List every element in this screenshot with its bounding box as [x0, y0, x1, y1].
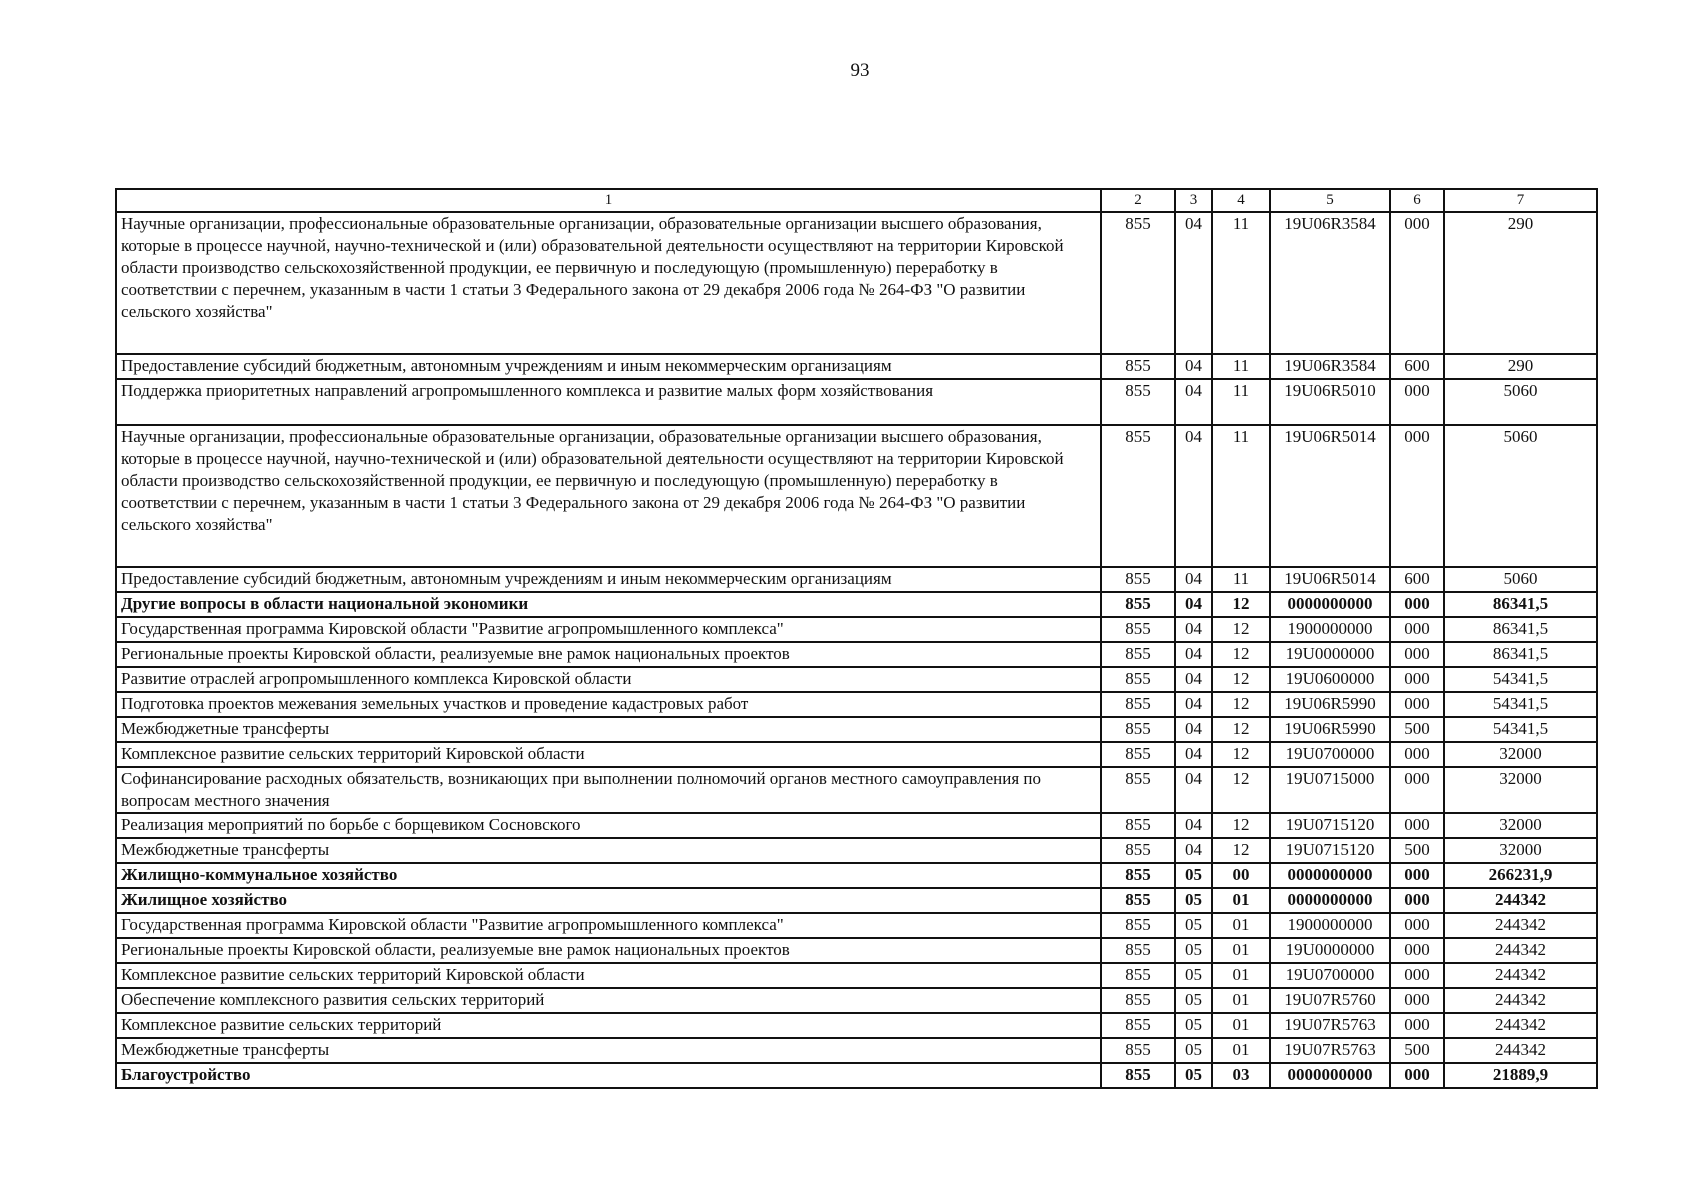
- ministry-code-cell: 855: [1101, 1063, 1175, 1088]
- expense-name-cell: Предоставление субсидий бюджетным, автономным учреждениям и иным некоммерческим организациям: [116, 567, 1101, 592]
- target-article-cell: 19U0700000: [1270, 742, 1390, 767]
- target-article-cell: 0000000000: [1270, 1063, 1390, 1088]
- amount-cell: 244342: [1444, 888, 1597, 913]
- expense-type-cell: 500: [1390, 717, 1444, 742]
- expense-name-cell: Региональные проекты Кировской области, реализуемые вне рамок национальных проектов: [116, 938, 1101, 963]
- target-article-cell: 19U0715120: [1270, 813, 1390, 838]
- ministry-code-cell: 855: [1101, 742, 1175, 767]
- expense-type-cell: 000: [1390, 642, 1444, 667]
- amount-cell: 290: [1444, 212, 1597, 354]
- section-code-cell: 05: [1175, 863, 1212, 888]
- expense-type-cell: 600: [1390, 354, 1444, 379]
- amount-cell: 54341,5: [1444, 717, 1597, 742]
- expense-type-cell: 000: [1390, 963, 1444, 988]
- amount-cell: 290: [1444, 354, 1597, 379]
- target-article-cell: 19U0715000: [1270, 767, 1390, 813]
- ministry-code-cell: 855: [1101, 354, 1175, 379]
- expense-type-cell: 000: [1390, 592, 1444, 617]
- ministry-code-cell: 855: [1101, 1038, 1175, 1063]
- subsection-code-cell: 01: [1212, 913, 1270, 938]
- subsection-code-cell: 12: [1212, 667, 1270, 692]
- target-article-cell: 19U06R3584: [1270, 212, 1390, 354]
- expense-type-cell: 000: [1390, 667, 1444, 692]
- subsection-code-cell: 12: [1212, 838, 1270, 863]
- section-code-cell: 04: [1175, 838, 1212, 863]
- ministry-code-cell: 855: [1101, 425, 1175, 567]
- amount-cell: 244342: [1444, 963, 1597, 988]
- expense-type-cell: 000: [1390, 742, 1444, 767]
- ministry-code-cell: 855: [1101, 888, 1175, 913]
- expense-type-cell: 000: [1390, 767, 1444, 813]
- expense-name-cell: Комплексное развитие сельских территорий Кировской области: [116, 742, 1101, 767]
- subsection-code-cell: 01: [1212, 938, 1270, 963]
- column-header: 7: [1444, 189, 1597, 212]
- expense-type-cell: 000: [1390, 1063, 1444, 1088]
- table-row: [116, 667, 1597, 692]
- subsection-code-cell: 11: [1212, 425, 1270, 567]
- ministry-code-cell: 855: [1101, 1013, 1175, 1038]
- section-code-cell: 04: [1175, 567, 1212, 592]
- subsection-code-cell: 12: [1212, 617, 1270, 642]
- target-article-cell: 19U07R5763: [1270, 1038, 1390, 1063]
- column-header: 1: [116, 189, 1101, 212]
- table-row: [116, 617, 1597, 642]
- column-header: 5: [1270, 189, 1390, 212]
- section-code-cell: 05: [1175, 963, 1212, 988]
- section-code-cell: 04: [1175, 767, 1212, 813]
- amount-cell: 244342: [1444, 938, 1597, 963]
- table-row: [116, 425, 1597, 567]
- ministry-code-cell: 855: [1101, 938, 1175, 963]
- section-code-cell: 05: [1175, 913, 1212, 938]
- amount-cell: 244342: [1444, 913, 1597, 938]
- target-article-cell: 1900000000: [1270, 617, 1390, 642]
- section-code-cell: 05: [1175, 1038, 1212, 1063]
- table-row: [116, 1013, 1597, 1038]
- column-header: 4: [1212, 189, 1270, 212]
- table-row: [116, 379, 1597, 425]
- column-header: 2: [1101, 189, 1175, 212]
- expense-name-cell: Государственная программа Кировской области "Развитие агропромышленного комплекса": [116, 913, 1101, 938]
- expense-name-cell: Реализация мероприятий по борьбе с борщевиком Сосновского: [116, 813, 1101, 838]
- expense-name-cell: Государственная программа Кировской области "Развитие агропромышленного комплекса": [116, 617, 1101, 642]
- target-article-cell: 19U0715120: [1270, 838, 1390, 863]
- expense-name-cell: Софинансирование расходных обязательств, возникающих при выполнении полномочий органов местного самоуправления по вопросам местного значения: [116, 767, 1101, 813]
- expense-name-cell: Жилищное хозяйство: [116, 888, 1101, 913]
- expense-type-cell: 000: [1390, 938, 1444, 963]
- subsection-code-cell: 12: [1212, 592, 1270, 617]
- amount-cell: 54341,5: [1444, 667, 1597, 692]
- target-article-cell: 0000000000: [1270, 592, 1390, 617]
- section-code-cell: 04: [1175, 354, 1212, 379]
- ministry-code-cell: 855: [1101, 717, 1175, 742]
- amount-cell: 5060: [1444, 567, 1597, 592]
- table-row: [116, 592, 1597, 617]
- amount-cell: 244342: [1444, 1013, 1597, 1038]
- amount-cell: 32000: [1444, 767, 1597, 813]
- table-row: [116, 642, 1597, 667]
- table-row: [116, 838, 1597, 863]
- section-code-cell: 05: [1175, 1013, 1212, 1038]
- ministry-code-cell: 855: [1101, 567, 1175, 592]
- amount-cell: 86341,5: [1444, 642, 1597, 667]
- page-number: 93: [850, 60, 870, 81]
- amount-cell: 86341,5: [1444, 617, 1597, 642]
- table-body: [116, 212, 1597, 1088]
- amount-cell: 266231,9: [1444, 863, 1597, 888]
- section-code-cell: 04: [1175, 617, 1212, 642]
- subsection-code-cell: 01: [1212, 1038, 1270, 1063]
- expense-name-cell: Межбюджетные трансферты: [116, 838, 1101, 863]
- section-code-cell: 04: [1175, 212, 1212, 354]
- expense-type-cell: 600: [1390, 567, 1444, 592]
- table-row: [116, 1038, 1597, 1063]
- table-row: [116, 913, 1597, 938]
- expense-type-cell: 000: [1390, 617, 1444, 642]
- subsection-code-cell: 12: [1212, 642, 1270, 667]
- ministry-code-cell: 855: [1101, 667, 1175, 692]
- subsection-code-cell: 11: [1212, 567, 1270, 592]
- amount-cell: 244342: [1444, 988, 1597, 1013]
- target-article-cell: 19U0000000: [1270, 938, 1390, 963]
- ministry-code-cell: 855: [1101, 963, 1175, 988]
- expense-type-cell: 000: [1390, 888, 1444, 913]
- ministry-code-cell: 855: [1101, 642, 1175, 667]
- target-article-cell: 0000000000: [1270, 863, 1390, 888]
- table-row: [116, 963, 1597, 988]
- table-row: [116, 813, 1597, 838]
- table-row: [116, 888, 1597, 913]
- section-code-cell: 04: [1175, 379, 1212, 425]
- section-code-cell: 04: [1175, 592, 1212, 617]
- expense-name-cell: Жилищно-коммунальное хозяйство: [116, 863, 1101, 888]
- section-code-cell: 04: [1175, 742, 1212, 767]
- expense-type-cell: 000: [1390, 212, 1444, 354]
- ministry-code-cell: 855: [1101, 592, 1175, 617]
- amount-cell: 86341,5: [1444, 592, 1597, 617]
- amount-cell: 244342: [1444, 1038, 1597, 1063]
- amount-cell: 32000: [1444, 813, 1597, 838]
- target-article-cell: 0000000000: [1270, 888, 1390, 913]
- subsection-code-cell: 11: [1212, 379, 1270, 425]
- target-article-cell: 19U06R5010: [1270, 379, 1390, 425]
- budget-table: [115, 188, 1598, 1089]
- table-row: [116, 717, 1597, 742]
- section-code-cell: 04: [1175, 642, 1212, 667]
- expense-type-cell: 500: [1390, 1038, 1444, 1063]
- table-row: [116, 938, 1597, 963]
- ministry-code-cell: 855: [1101, 863, 1175, 888]
- section-code-cell: 05: [1175, 888, 1212, 913]
- expense-type-cell: 500: [1390, 838, 1444, 863]
- expense-name-cell: Межбюджетные трансферты: [116, 1038, 1101, 1063]
- expense-type-cell: 000: [1390, 379, 1444, 425]
- subsection-code-cell: 12: [1212, 717, 1270, 742]
- section-code-cell: 05: [1175, 988, 1212, 1013]
- table-row: [116, 863, 1597, 888]
- amount-cell: 21889,9: [1444, 1063, 1597, 1088]
- subsection-code-cell: 11: [1212, 354, 1270, 379]
- target-article-cell: 19U0600000: [1270, 667, 1390, 692]
- expense-name-cell: Региональные проекты Кировской области, реализуемые вне рамок национальных проектов: [116, 642, 1101, 667]
- ministry-code-cell: 855: [1101, 617, 1175, 642]
- table-row: [116, 988, 1597, 1013]
- table-row: [116, 692, 1597, 717]
- subsection-code-cell: 01: [1212, 1013, 1270, 1038]
- target-article-cell: 19U0700000: [1270, 963, 1390, 988]
- table-row: [116, 212, 1597, 354]
- ministry-code-cell: 855: [1101, 692, 1175, 717]
- table-row: [116, 742, 1597, 767]
- column-header: 6: [1390, 189, 1444, 212]
- table-row: [116, 1063, 1597, 1088]
- expense-name-cell: Подготовка проектов межевания земельных участков и проведение кадастровых работ: [116, 692, 1101, 717]
- subsection-code-cell: 12: [1212, 813, 1270, 838]
- target-article-cell: 19U07R5760: [1270, 988, 1390, 1013]
- target-article-cell: 19U06R5014: [1270, 567, 1390, 592]
- expense-type-cell: 000: [1390, 425, 1444, 567]
- expense-type-cell: 000: [1390, 988, 1444, 1013]
- section-code-cell: 04: [1175, 667, 1212, 692]
- table-row: [116, 767, 1597, 813]
- target-article-cell: 19U06R5990: [1270, 717, 1390, 742]
- subsection-code-cell: 12: [1212, 692, 1270, 717]
- expense-type-cell: 000: [1390, 1013, 1444, 1038]
- expense-name-cell: Комплексное развитие сельских территорий: [116, 1013, 1101, 1038]
- section-code-cell: 05: [1175, 1063, 1212, 1088]
- column-header: 3: [1175, 189, 1212, 212]
- subsection-code-cell: 01: [1212, 963, 1270, 988]
- subsection-code-cell: 12: [1212, 742, 1270, 767]
- expense-name-cell: Предоставление субсидий бюджетным, автономным учреждениям и иным некоммерческим организациям: [116, 354, 1101, 379]
- amount-cell: 5060: [1444, 425, 1597, 567]
- subsection-code-cell: 11: [1212, 212, 1270, 354]
- subsection-code-cell: 00: [1212, 863, 1270, 888]
- expense-type-cell: 000: [1390, 863, 1444, 888]
- expense-type-cell: 000: [1390, 813, 1444, 838]
- ministry-code-cell: 855: [1101, 838, 1175, 863]
- expense-name-cell: Комплексное развитие сельских территорий Кировской области: [116, 963, 1101, 988]
- ministry-code-cell: 855: [1101, 813, 1175, 838]
- target-article-cell: 19U06R3584: [1270, 354, 1390, 379]
- subsection-code-cell: 03: [1212, 1063, 1270, 1088]
- section-code-cell: 04: [1175, 717, 1212, 742]
- expense-name-cell: Научные организации, профессиональные образовательные организации, образовательные организации высшего образования, которые в процессе научной, научно-технической и (или) образовательной деятельности осуществляют на территории Кировской области производство сельскохозяйственной продукции, ее первичную и последующую (промышленную) переработку в соответствии с перечнем, указанным в части 1 статьи 3 Федерального закона от 29 декабря 2006 года № 264-ФЗ "О развитии сельского хозяйства": [116, 212, 1101, 354]
- subsection-code-cell: 12: [1212, 767, 1270, 813]
- expense-type-cell: 000: [1390, 692, 1444, 717]
- ministry-code-cell: 855: [1101, 212, 1175, 354]
- ministry-code-cell: 855: [1101, 988, 1175, 1013]
- section-code-cell: 04: [1175, 425, 1212, 567]
- table-header-row: [116, 189, 1597, 212]
- target-article-cell: 19U0000000: [1270, 642, 1390, 667]
- amount-cell: 32000: [1444, 838, 1597, 863]
- expense-name-cell: Обеспечение комплексного развития сельских территорий: [116, 988, 1101, 1013]
- target-article-cell: 19U07R5763: [1270, 1013, 1390, 1038]
- expense-name-cell: Межбюджетные трансферты: [116, 717, 1101, 742]
- expense-name-cell: Другие вопросы в области национальной экономики: [116, 592, 1101, 617]
- ministry-code-cell: 855: [1101, 379, 1175, 425]
- expense-name-cell: Развитие отраслей агропромышленного комплекса Кировской области: [116, 667, 1101, 692]
- target-article-cell: 1900000000: [1270, 913, 1390, 938]
- amount-cell: 32000: [1444, 742, 1597, 767]
- expense-name-cell: Поддержка приоритетных направлений агропромышленного комплекса и развитие малых форм хозяйствования: [116, 379, 1101, 425]
- expense-type-cell: 000: [1390, 913, 1444, 938]
- amount-cell: 54341,5: [1444, 692, 1597, 717]
- subsection-code-cell: 01: [1212, 988, 1270, 1013]
- subsection-code-cell: 01: [1212, 888, 1270, 913]
- target-article-cell: 19U06R5990: [1270, 692, 1390, 717]
- ministry-code-cell: 855: [1101, 913, 1175, 938]
- amount-cell: 5060: [1444, 379, 1597, 425]
- section-code-cell: 05: [1175, 938, 1212, 963]
- expense-name-cell: Научные организации, профессиональные образовательные организации, образовательные организации высшего образования, которые в процессе научной, научно-технической и (или) образовательной деятельности осуществляют на территории Кировской области производство сельскохозяйственной продукции, ее первичную и последующую (промышленную) переработку в соответствии с перечнем, указанным в части 1 статьи 3 Федерального закона от 29 декабря 2006 года № 264-ФЗ "О развитии сельского хозяйства": [116, 425, 1101, 567]
- section-code-cell: 04: [1175, 813, 1212, 838]
- table-row: [116, 354, 1597, 379]
- section-code-cell: 04: [1175, 692, 1212, 717]
- target-article-cell: 19U06R5014: [1270, 425, 1390, 567]
- expense-name-cell: Благоустройство: [116, 1063, 1101, 1088]
- table-row: [116, 567, 1597, 592]
- ministry-code-cell: 855: [1101, 767, 1175, 813]
